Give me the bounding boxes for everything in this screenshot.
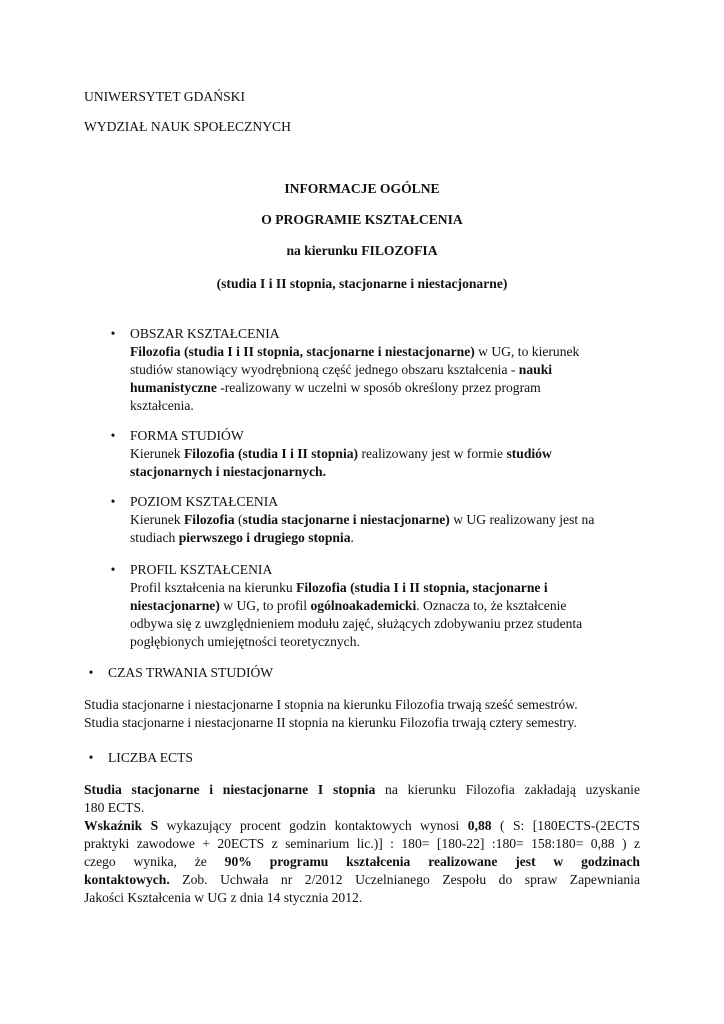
obszar-heading: OBSZAR KSZTAŁCENIA bbox=[130, 326, 280, 341]
ects-text: kontaktowych. bbox=[84, 872, 170, 887]
bullet-icon: • bbox=[88, 750, 94, 765]
poziom-heading: POZIOM KSZTAŁCENIA bbox=[130, 494, 279, 509]
poziom-text: Filozofia bbox=[183, 512, 235, 527]
forma-heading: FORMA STUDIÓW bbox=[130, 428, 244, 443]
profil-text: pogłębionych umiejętności teoretycznych. bbox=[130, 634, 360, 649]
obszar-text: -realizowany w uczelni w sposób określony przez program bbox=[216, 380, 541, 395]
ects-text: na kierunku Filozofia zakładają uzyskanie bbox=[375, 782, 640, 797]
poziom-text: w UG realizowany jest na bbox=[449, 512, 595, 527]
poziom-text: pierwszego i drugiego stopnia bbox=[178, 530, 351, 545]
czas-paragraph-1: Studia stacjonarne i niestacjonarne I stopnia na kierunku Filozofia trwają sześć semestrów. bbox=[84, 697, 578, 712]
bullet-icon: • bbox=[110, 494, 116, 509]
title-line-2: O PROGRAMIE KSZTAŁCENIA bbox=[261, 212, 463, 227]
forma-body bbox=[130, 445, 624, 481]
ects-text: praktyki zawodowe + 20ECTS z seminarium lic.)] : 180= [180-22] :180= 158:180= 0,88 ) z bbox=[84, 836, 640, 851]
obszar-text: humanistyczne bbox=[130, 380, 217, 395]
ects-text: Studia stacjonarne i niestacjonarne I stopnia bbox=[84, 782, 376, 797]
ects-text: Jakości Kształcenia w UG z dnia 14 stycznia 2012. bbox=[84, 890, 363, 905]
title-line-1: INFORMACJE OGÓLNE bbox=[284, 181, 440, 196]
poziom-body bbox=[130, 511, 624, 547]
university-name: UNIWERSYTET GDAŃSKI bbox=[84, 89, 245, 104]
forma-text: studiów bbox=[506, 446, 552, 461]
poziom-text: studiach bbox=[130, 530, 179, 545]
title-line-3: na kierunku FILOZOFIA bbox=[286, 243, 438, 258]
profil-text: Profil kształcenia na kierunku bbox=[130, 580, 297, 595]
obszar-text: kształcenia. bbox=[130, 398, 194, 413]
profil-heading: PROFIL KSZTAŁCENIA bbox=[130, 562, 273, 577]
obszar-text: Filozofia (studia I i II stopnia, stacjonarne i niestacjonarne) bbox=[130, 344, 475, 359]
faculty-name: WYDZIAŁ NAUK SPOŁECZNYCH bbox=[84, 119, 291, 134]
poziom-text: studia stacjonarne i niestacjonarne) bbox=[242, 512, 450, 527]
bullet-icon: • bbox=[110, 562, 116, 577]
bullet-icon: • bbox=[88, 665, 94, 680]
poziom-text: . bbox=[350, 530, 354, 545]
ects-text: ( S: [180ECTS-(2ECTS bbox=[491, 818, 640, 833]
profil-body bbox=[130, 579, 624, 651]
ects-text: czego wynika, że bbox=[84, 854, 225, 869]
forma-text: Kierunek bbox=[130, 446, 184, 461]
ects-text: Wskaźnik S bbox=[84, 818, 159, 833]
profil-text: Filozofia (studia I i II stopnia, stacjonarne i bbox=[296, 580, 548, 595]
profil-text: w UG, to profil bbox=[219, 598, 311, 613]
title-line-4: (studia I i II stopnia, stacjonarne i niestacjonarne) bbox=[216, 276, 508, 291]
poziom-text: Kierunek bbox=[130, 512, 184, 527]
bullet-icon: • bbox=[110, 428, 116, 443]
ects-text: 0,88 bbox=[467, 818, 492, 833]
profil-text: odbywa się z uwzględnieniem modułu zajęć, służących zdobywaniu przez studenta bbox=[130, 616, 583, 631]
obszar-text: nauki bbox=[518, 362, 553, 377]
ects-text: 90% programu kształcenia realizowane jest w godzinach bbox=[224, 854, 640, 869]
ects-body bbox=[84, 781, 640, 907]
forma-text: Filozofia (studia I i II stopnia) bbox=[183, 446, 359, 461]
ects-text: Zob. Uchwała nr 2/2012 Uczelnianego Zespołu do spraw Zapewniania bbox=[169, 872, 640, 887]
czas-heading: CZAS TRWANIA STUDIÓW bbox=[108, 665, 274, 680]
profil-text: niestacjonarne) bbox=[130, 598, 220, 613]
ects-heading: LICZBA ECTS bbox=[108, 750, 193, 765]
forma-text: stacjonarnych i niestacjonarnych. bbox=[130, 464, 326, 479]
obszar-text: studiów stanowiący wyodrębnioną część jednego obszaru kształcenia - bbox=[130, 362, 519, 377]
profil-text: ogólnoakademicki bbox=[310, 598, 417, 613]
forma-text: realizowany jest w formie bbox=[358, 446, 507, 461]
profil-text: . Oznacza to, że kształcenie bbox=[416, 598, 567, 613]
poziom-text: ( bbox=[234, 512, 243, 527]
obszar-text: w UG, to kierunek bbox=[474, 344, 580, 359]
obszar-body bbox=[130, 343, 624, 415]
ects-text: wykazujący procent godzin kontaktowych wynosi bbox=[158, 818, 468, 833]
bullet-icon: • bbox=[110, 326, 116, 341]
czas-paragraph-2: Studia stacjonarne i niestacjonarne II stopnia na kierunku Filozofia trwają cztery semestry. bbox=[84, 715, 577, 730]
ects-text: 180 ECTS. bbox=[84, 800, 145, 815]
